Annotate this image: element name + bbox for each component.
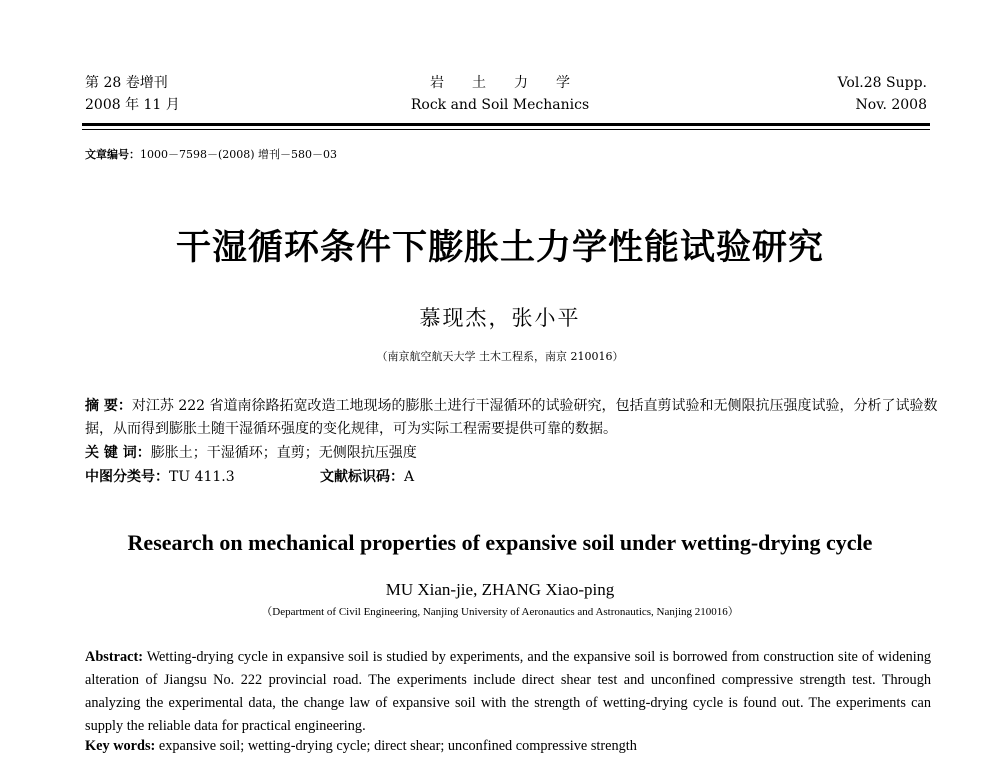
affiliation-cn: （南京航空航天大学 土木工程系，南京 210016） [376, 350, 624, 363]
issue-date-en: Nov. 2008 [855, 97, 927, 113]
abstract-en-text: Wetting-drying cycle in expansive soil is studied by experiments, and the expansive soil is borrowed from construction site of widening alteration of Jiangsu No. 222 provincial road. The experiments include direct shear test and unconfined compressive strength test. Through analyzing the experimental data, the change law of expansive soil with the strength of wetting-drying cycle is found out. The experiments can supply the reliable data for practical engineering. [85, 649, 931, 734]
document-identifier [320, 466, 414, 486]
classification-label: 中图分类号： [85, 469, 169, 485]
journal-issue-en [838, 72, 927, 116]
article-number [85, 146, 337, 162]
keywords-cn-text: 膨胀土；干湿循环；直剪；无侧限抗压强度 [150, 445, 417, 461]
document-id-value: A [404, 469, 415, 485]
article-number-value: 1000－7598－(2008) 增刊－580－03 [140, 148, 338, 161]
keywords-en-label: Key words: [85, 738, 156, 754]
abstract-cn-text: 对江苏 222 省道南徐路拓宽改造工地现场的膨胀土进行干湿循环的试验研究，包括直剪试验和无侧限抗压强度试验，分析了试验数据，从而得到膨胀土随干湿循环强度的变化规律，可为实际工程需要提供可靠的数据。 [85, 398, 938, 437]
abstract-en [85, 646, 931, 738]
keywords-cn [85, 442, 417, 465]
document-id-label: 文献标识码： [320, 469, 404, 485]
header-rule-thick [82, 123, 930, 126]
authors-en: MU Xian-jie, ZHANG Xiao-ping [385, 580, 615, 599]
title-en: Research on mechanical properties of expansive soil under wetting-drying cycle [127, 530, 873, 555]
authors-cn: 慕现杰，张小平 [419, 306, 581, 330]
title-cn: 干湿循环条件下膨胀土力学性能试验研究 [175, 228, 824, 268]
affiliation-en: （Department of Civil Engineering, Nanjing University of Aeronautics and Astronautics, Nanjing 210016） [261, 606, 739, 618]
issue-volume-en: Vol.28 Supp. [837, 75, 927, 91]
abstract-cn-label: 摘 要： [85, 398, 132, 414]
keywords-en-text: expansive soil; wetting-drying cycle; direct shear; unconfined compressive strength [155, 738, 637, 754]
classification-number [85, 466, 235, 486]
abstract-en-label: Abstract: [85, 649, 143, 665]
issue-date-cn: 2008 年 11 月 [85, 97, 180, 113]
article-number-label: 文章编号： [85, 148, 140, 161]
issue-volume-cn: 第 28 卷增刊 [85, 75, 168, 91]
abstract-cn [85, 395, 943, 441]
header-rule-thin [82, 129, 930, 130]
keywords-cn-label: 关 键 词： [85, 445, 151, 461]
journal-name-en: Rock and Soil Mechanics [410, 97, 590, 113]
keywords-en [85, 738, 637, 755]
journal-name-cn: 岩土力学 [430, 75, 598, 91]
classification-value: TU 411.3 [169, 469, 235, 485]
